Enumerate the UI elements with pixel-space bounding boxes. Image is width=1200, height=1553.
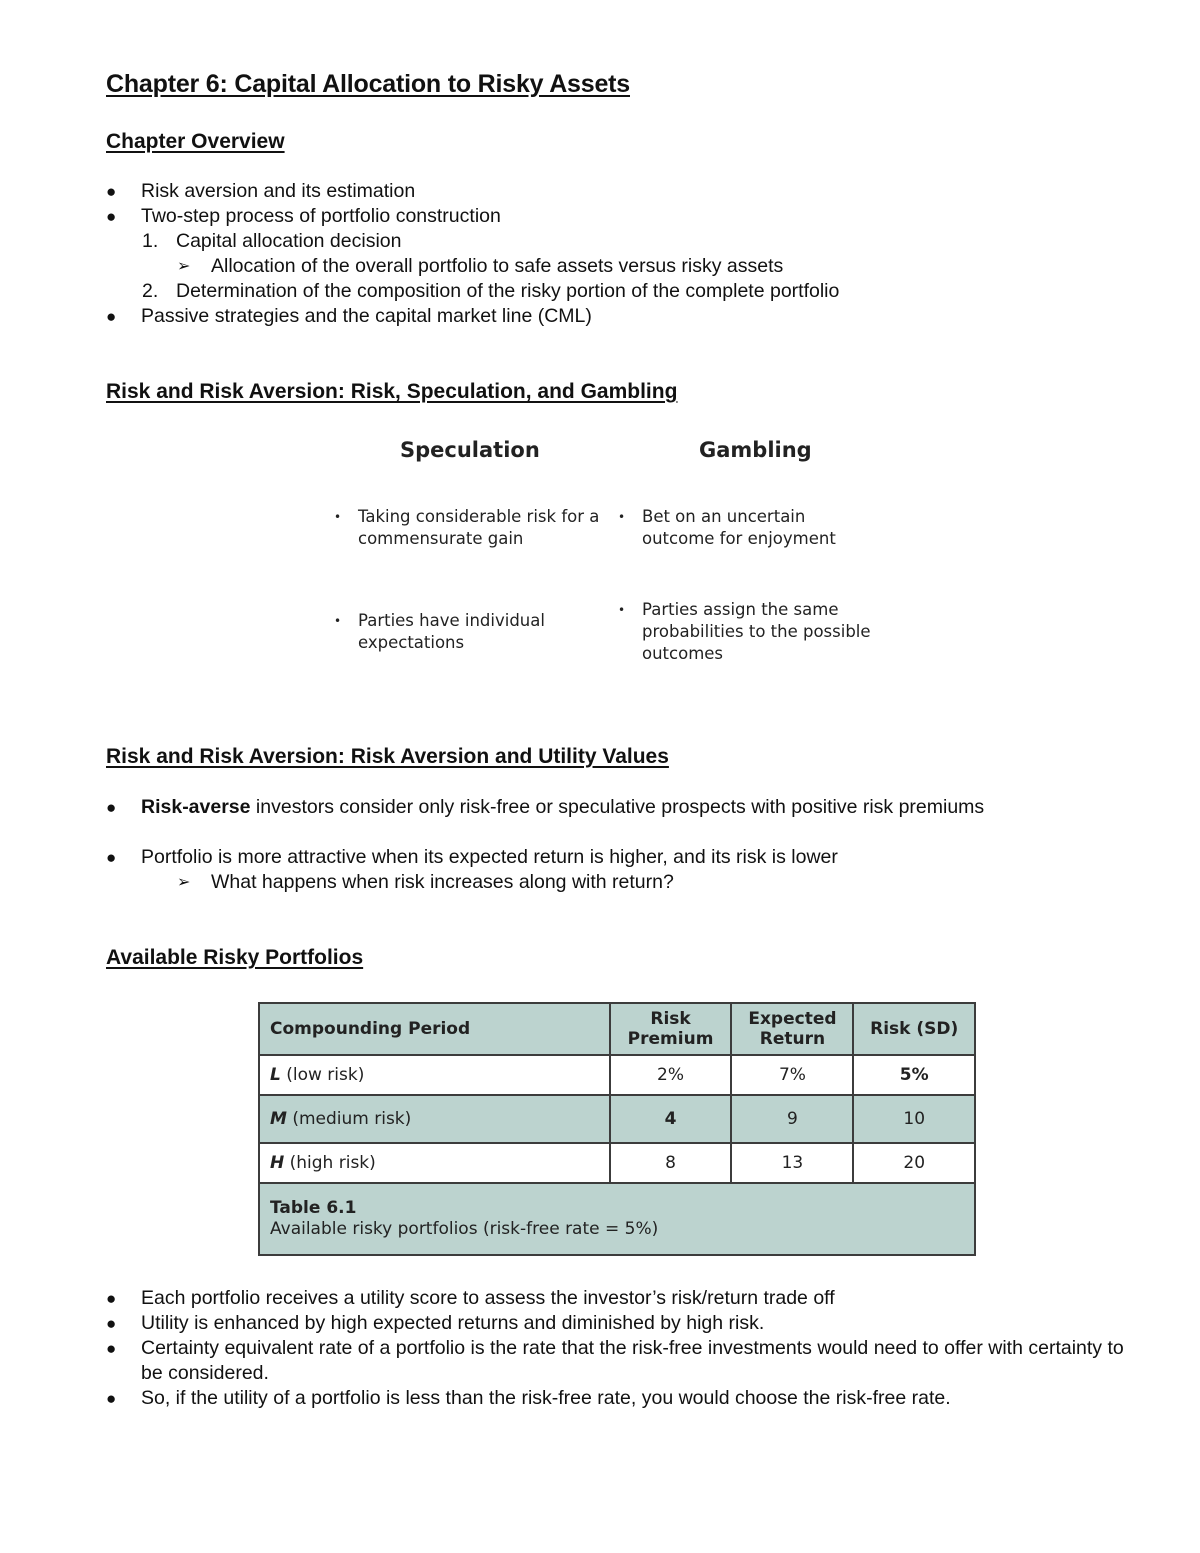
spacer [106, 820, 984, 845]
list-item-text: Allocation of the overall portfolio to safe assets versus risky assets [211, 255, 784, 277]
speculation-section-heading: Risk and Risk Aversion: Risk, Speculation, and Gambling [106, 380, 678, 403]
list-item [106, 1286, 1131, 1311]
table-caption-row [259, 1183, 975, 1255]
list-item-text: Utility is enhanced by high expected returns and diminished by high risk. [141, 1312, 765, 1334]
header-compounding-period: Compounding Period [259, 1003, 610, 1055]
speculation-item [334, 506, 616, 550]
risk-premium-cell: 2% [610, 1055, 732, 1095]
portfolio-label: M (medium risk) [259, 1095, 610, 1143]
arrow-bullet-icon: ➢ [177, 258, 191, 275]
speculation-item [334, 610, 616, 654]
utility-list [106, 795, 984, 895]
list-item-text: Portfolio is more attractive when its expected return is higher, and its risk is lower [141, 846, 838, 868]
list-item-text: Passive strategies and the capital market line (CML) [141, 305, 592, 327]
list-item-text: Risk aversion and its estimation [141, 180, 416, 202]
expected-return-cell: 9 [731, 1095, 853, 1143]
table-row [259, 1055, 975, 1095]
list-item-text: So, if the utility of a portfolio is less than the risk-free rate, you would choose the risk-free rate. [141, 1387, 951, 1409]
header-risk-sd: Risk (SD) [853, 1003, 975, 1055]
expected-return-cell: 7% [731, 1055, 853, 1095]
utility-section-heading: Risk and Risk Aversion: Risk Aversion and Utility Values [106, 745, 669, 768]
list-item [106, 279, 839, 304]
speculation-heading: Speculation [400, 438, 540, 462]
overview-heading: Chapter Overview [106, 130, 285, 153]
list-item-text: Determination of the composition of the risky portion of the complete portfolio [176, 280, 840, 302]
list-item [106, 1386, 1131, 1411]
risk-averse-term: Risk-averse [141, 796, 251, 818]
risk-premium-cell: 8 [610, 1143, 732, 1183]
list-item [106, 870, 984, 895]
small-bullet-icon: • [618, 510, 626, 524]
speculation-gambling-figure [330, 430, 930, 680]
speculation-item-text: Parties have individual expectations [358, 611, 545, 652]
bullet-icon: ● [106, 307, 117, 326]
small-bullet-icon: • [618, 603, 626, 617]
bullet-icon: ● [106, 1339, 117, 1358]
bullet-icon: ● [106, 1314, 117, 1333]
bullet-icon: ● [106, 1389, 117, 1408]
risk-premium-cell: 4 [610, 1095, 732, 1143]
risky-portfolios-table [258, 1002, 976, 1256]
risk-sd-cell: 5% [853, 1055, 975, 1095]
list-item [106, 254, 839, 279]
bullet-icon: ● [106, 207, 117, 226]
list-number: 2. [142, 280, 159, 302]
list-item-text: Two-step process of portfolio construction [141, 205, 501, 227]
list-item [106, 1336, 1131, 1386]
list-item [106, 204, 839, 229]
gambling-item-text: Bet on an uncertain outcome for enjoyment [642, 507, 836, 548]
portfolio-label: L (low risk) [259, 1055, 610, 1095]
portfolios-section-heading: Available Risky Portfolios [106, 946, 364, 969]
list-item [106, 795, 984, 820]
chapter-title: Chapter 6: Capital Allocation to Risky Assets [106, 70, 630, 98]
bullet-icon: ● [106, 182, 117, 201]
gambling-item [618, 506, 878, 550]
list-item [106, 179, 839, 204]
portfolios-list [106, 1286, 1131, 1411]
header-risk-premium: Risk Premium [610, 1003, 732, 1055]
list-number: 1. [142, 230, 159, 252]
expected-return-cell: 13 [731, 1143, 853, 1183]
list-item-text: Each portfolio receives a utility score to assess the investor’s risk/return trade off [141, 1287, 835, 1309]
speculation-item-text: Taking considerable risk for a commensurate gain [358, 507, 600, 548]
risk-sd-cell: 10 [853, 1095, 975, 1143]
table-header-row [259, 1003, 975, 1055]
list-item-text: What happens when risk increases along with return? [211, 871, 674, 893]
portfolio-label: H (high risk) [259, 1143, 610, 1183]
arrow-bullet-icon: ➢ [177, 874, 191, 891]
bullet-icon: ● [106, 798, 117, 817]
header-expected-return: Expected Return [731, 1003, 853, 1055]
gambling-item [618, 599, 888, 665]
table-caption-title: Table 6.1 [270, 1198, 357, 1218]
list-item [106, 229, 839, 254]
list-item-rest: investors consider only risk-free or speculative prospects with positive risk premiums [250, 796, 985, 818]
list-item [106, 845, 984, 870]
list-item-text: Certainty equivalent rate of a portfolio is the rate that the risk-free investments would need to offer with certainty to be considered. [141, 1337, 1124, 1384]
list-item-text: Capital allocation decision [176, 230, 402, 252]
overview-list [106, 179, 839, 329]
table-caption [259, 1183, 975, 1255]
bullet-icon: ● [106, 848, 117, 867]
table-row [259, 1095, 975, 1143]
bullet-icon: ● [106, 1289, 117, 1308]
list-item-text [106, 795, 984, 820]
table-caption-text: Available risky portfolios (risk-free rate = 5%) [270, 1219, 659, 1239]
risk-sd-cell: 20 [853, 1143, 975, 1183]
gambling-item-text: Parties assign the same probabilities to the possible outcomes [642, 600, 871, 663]
list-item [106, 304, 839, 329]
table-row [259, 1143, 975, 1183]
gambling-heading: Gambling [699, 438, 812, 462]
small-bullet-icon: • [334, 510, 342, 524]
list-item [106, 1311, 1131, 1336]
small-bullet-icon: • [334, 614, 342, 628]
